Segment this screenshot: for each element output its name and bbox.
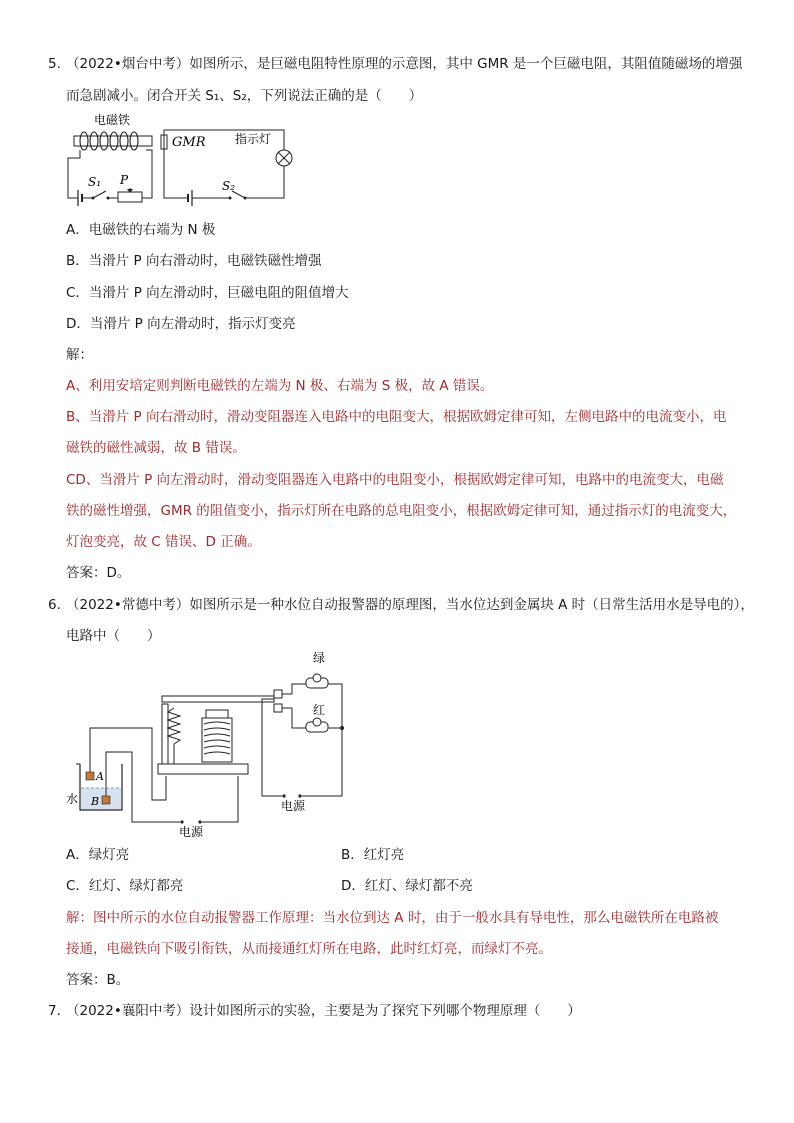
q7-number: 7. [48, 1003, 61, 1019]
q6-metal-block-a [86, 772, 94, 780]
q6-answer: 答案：B。 [66, 972, 130, 988]
q6-number: 6. [48, 597, 61, 613]
q5-electromagnet-label: 电磁铁 [94, 113, 131, 127]
q5-number: 5. [48, 56, 61, 72]
q6-option-a: A．绿灯亮 [66, 847, 130, 863]
q5-gmr-label: GMR [172, 135, 206, 150]
q6-base [158, 764, 248, 774]
q6-spring [168, 708, 180, 744]
q6-power-label-2: 电源 [281, 799, 306, 813]
q5-solution-b-line1: B、当滑片 P 向右滑动时，滑动变阻器连入电路中的电阻变大，根据欧姆定律可知，左侧电路中的电流变小，电 [66, 409, 727, 425]
q5-option-a: A．电磁铁的右端为 N 极 [66, 222, 216, 238]
q5-option-d: D．当滑片 P 向左滑动时，指示灯变亮 [66, 316, 296, 332]
q6-option-b: B．红灯亮 [341, 847, 405, 863]
q5-stem-line2: 而急剧减小。闭合开关 S₁、S₂，下列说法正确的是（ ） [66, 88, 423, 104]
q5-solution-cd-line1: CD、当滑片 P 向左滑动时，滑动变阻器连入电路中的电阻变小，根据欧姆定律可知，电路中的电流变大，电磁 [66, 472, 724, 488]
q5-s2-label: S₂ [222, 179, 236, 193]
q6-solution-line1: 解：图中所示的水位自动报警器工作原理：当水位到达 A 时，由于一般水具有导电性，那么电磁铁所在电路被 [66, 910, 719, 926]
q5-solution-b-line2: 磁铁的磁性减弱，故 B 错误。 [66, 440, 246, 456]
q6-water-label: 水 [66, 792, 79, 806]
q5-solution-a: A、利用安培定则判断电磁铁的左端为 N 极、右端为 S 极，故 A 错误。 [66, 378, 494, 394]
q5-solution-label: 解： [66, 347, 93, 363]
q6-alarm-diagram [62, 648, 362, 838]
q5-slider-p-label: P [120, 173, 129, 187]
q6-option-c: C．红灯、绿灯都亮 [66, 878, 184, 894]
q5-s1-label: S₁ [88, 175, 102, 189]
q6-b-label: B [91, 795, 100, 808]
q5-iron-core [74, 136, 152, 146]
q6-red-label: 红 [313, 703, 326, 717]
q7-stem: （2022•襄阳中考）设计如图所示的实验，主要是为了探究下列哪个物理原理（ ） [66, 1003, 581, 1019]
q5-option-b: B．当滑片 P 向右滑动时，电磁铁磁性增强 [66, 253, 322, 269]
q5-stem-line1: （2022•烟台中考）如图所示，是巨磁电阻特性原理的示意图，其中 GMR 是一个巨磁电阻，其阻值随磁场的增强 [66, 56, 743, 72]
q5-answer: 答案：D。 [66, 565, 131, 581]
q6-power-label-1: 电源 [179, 825, 204, 838]
q5-lamp-label: 指示灯 [235, 132, 272, 146]
q6-stem-line2: 电路中（ ） [66, 628, 161, 644]
q5-coil [80, 132, 138, 150]
q6-metal-block-b [102, 796, 110, 804]
q6-support-post [162, 704, 168, 764]
q6-upper-contact [274, 690, 282, 698]
q5-solution-cd-line3: 灯泡变亮，故 C 错误、D 正确。 [66, 534, 261, 550]
q6-lower-contact [274, 704, 282, 712]
q5-circuit-diagram [60, 110, 300, 206]
q6-green-label: 绿 [313, 651, 326, 665]
q6-armature [162, 696, 274, 702]
q6-option-d: D．红灯、绿灯都不亮 [341, 878, 473, 894]
q5-solution-cd-line2: 铁的磁性增强，GMR 的阻值变小，指示灯所在电路的总电阻变小，根据欧姆定律可知，通过指示灯的电流变大， [66, 503, 737, 519]
q5-rheostat [118, 192, 142, 202]
q6-a-label: A [96, 770, 104, 783]
q6-stem-line1: （2022•常德中考）如图所示是一种水位自动报警器的原理图，当水位达到金属块 A 时（日常生活用水是导电的）， [66, 597, 754, 613]
q6-solution-line2: 接通，电磁铁向下吸引衔铁，从而接通红灯所在电路，此时红灯亮，而绿灯不亮。 [66, 941, 552, 957]
q5-option-c: C．当滑片 P 向左滑动时，巨磁电阻的阻值增大 [66, 285, 349, 301]
